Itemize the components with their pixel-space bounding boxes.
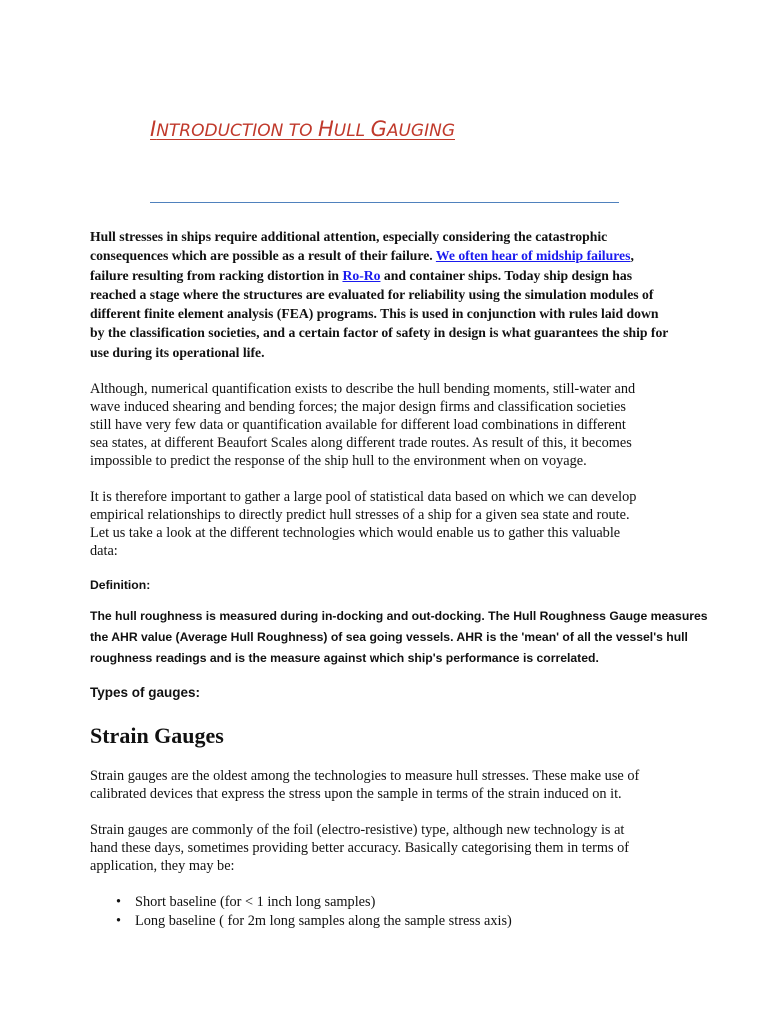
- horizontal-rule: [150, 202, 619, 203]
- text-span: failure resulting from racking distortion in: [90, 267, 340, 283]
- definition-label: Definition:: [90, 578, 151, 592]
- text-line: Let us take a look at the different technologies which would enable us to gather this valuable: [90, 525, 621, 541]
- text-line: sea states, at different Beaufort Scales along different trade routes. As result of this, it becomes: [90, 435, 632, 451]
- title-initial: G: [370, 117, 387, 141]
- text-line: Strain gauges are commonly of the foil (electro-resistive) type, although new technology is at: [90, 822, 625, 838]
- list-item-text: Long baseline ( for 2m long samples along the sample stress axis): [135, 913, 512, 929]
- text-line: use during its operational life.: [90, 344, 265, 360]
- title-text: AUGING: [386, 121, 455, 141]
- title-initial: H: [317, 117, 334, 141]
- section-heading: Strain Gauges: [90, 723, 224, 748]
- strain-types-paragraph: [90, 821, 680, 875]
- page-title: [150, 110, 455, 146]
- midship-failures-link[interactable]: We often hear of midship failures: [435, 248, 631, 264]
- title-text: NTRODUCTION TO: [156, 121, 318, 141]
- text-line: the AHR value (Average Hull Roughness) of sea going vessels. AHR is the 'mean' of all the vessel's hull: [90, 630, 688, 644]
- bullet-icon: •: [116, 894, 122, 910]
- title-initial: I: [150, 117, 157, 141]
- intro-paragraph: [90, 227, 680, 362]
- text-line: roughness readings and is the measure against which ship's performance is correlated.: [90, 651, 599, 665]
- types-of-gauges-label: Types of gauges:: [90, 685, 201, 700]
- text-span: ,: [630, 248, 634, 264]
- text-line: impossible to predict the response of the ship hull to the environment when on voyage.: [90, 453, 587, 469]
- strain-intro-paragraph: [90, 767, 680, 803]
- title-text: ULL: [333, 121, 371, 141]
- text-line: by the classification societies, and a certain factor of safety in design is what guarantees the ship for: [90, 325, 669, 341]
- text-span: and container ships. Today ship design has: [383, 267, 633, 283]
- text-line: Strain gauges are the oldest among the technologies to measure hull stresses. These make use of: [90, 768, 640, 784]
- text-line: application, they may be:: [90, 858, 235, 874]
- text-span: consequences which are possible as a result of their failure.: [90, 248, 433, 264]
- bullet-icon: •: [116, 913, 122, 929]
- text-line: different finite element analysis (FEA) programs. This is used in conjunction with rules laid down: [90, 306, 659, 322]
- text-line: hand these days, sometimes providing better accuracy. Basically categorising them in terms of: [90, 840, 630, 856]
- text-line: [90, 246, 680, 265]
- statistical-data-paragraph: [90, 488, 680, 560]
- ro-ro-link[interactable]: Ro-Ro: [342, 267, 381, 283]
- definition-paragraph: [90, 606, 708, 669]
- text-line: Hull stresses in ships require additional attention, especially considering the catastrophic: [90, 229, 608, 244]
- gauge-types-list: [90, 893, 512, 931]
- text-line: still have very few data or quantification available for different load combinations in different: [90, 417, 626, 433]
- text-line: data:: [90, 543, 118, 559]
- text-line: [90, 266, 680, 285]
- list-item: [90, 893, 512, 912]
- text-line: wave induced shearing and bending forces; the major design firms and classification societies: [90, 399, 626, 415]
- text-line: The hull roughness is measured during in-docking and out-docking. The Hull Roughness Gauge measures: [90, 609, 708, 623]
- list-item-text: Short baseline (for < 1 inch long samples): [135, 894, 376, 910]
- text-line: empirical relationships to directly predict hull stresses of a ship for a given sea state and route.: [90, 507, 630, 523]
- text-line: It is therefore important to gather a large pool of statistical data based on which we can develop: [90, 489, 637, 505]
- text-line: calibrated devices that express the stress upon the sample in terms of the strain induced on it.: [90, 786, 622, 802]
- text-line: Although, numerical quantification exists to describe the hull bending moments, still-water and: [90, 381, 636, 397]
- hull-bending-paragraph: [90, 380, 680, 470]
- list-item: [90, 912, 512, 931]
- text-line: reached a stage where the structures are evaluated for reliability using the simulation modules of: [90, 286, 654, 302]
